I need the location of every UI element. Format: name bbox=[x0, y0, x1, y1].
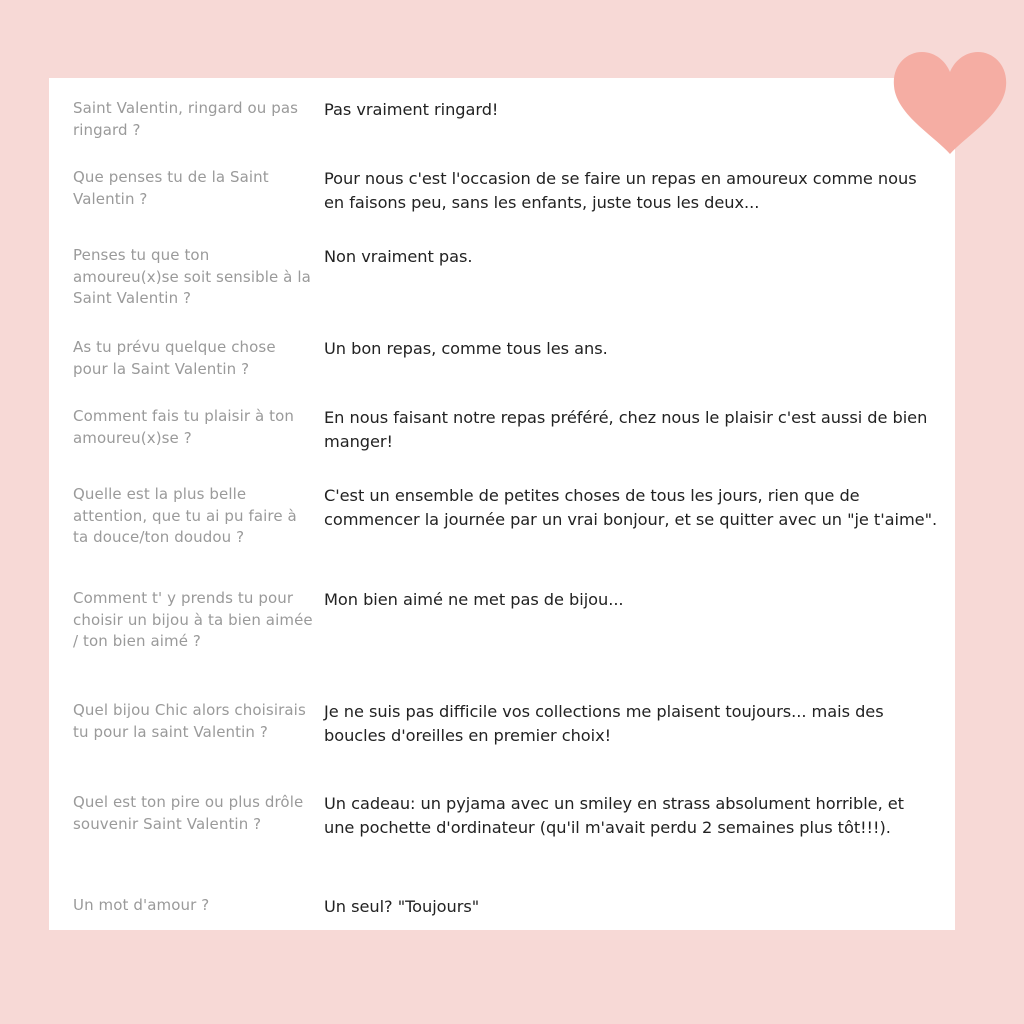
question-text: Quelle est la plus belle attention, que tu ai pu faire à ta douce/ton doudou ? bbox=[73, 485, 297, 546]
answer-text: En nous faisant notre repas préféré, chez nous le plaisir c'est aussi de bien manger! bbox=[324, 408, 928, 451]
question-text: Quel bijou Chic alors choisirais tu pour la saint Valentin ? bbox=[73, 701, 306, 741]
answer-text: Non vraiment pas. bbox=[324, 247, 473, 266]
answer-text: Je ne suis pas difficile vos collections me plaisent toujours... mais des boucles d'oreilles en premier choix! bbox=[324, 702, 884, 745]
heart-icon bbox=[890, 48, 1010, 158]
answer-text: Pour nous c'est l'occasion de se faire un repas en amoureux comme nous en faisons peu, sans les enfants, juste tous les deux... bbox=[324, 169, 917, 212]
question-text: Saint Valentin, ringard ou pas ringard ? bbox=[73, 99, 299, 139]
question-text: As tu prévu quelque chose pour la Saint Valentin ? bbox=[73, 338, 276, 378]
answer-text: Un cadeau: un pyjama avec un smiley en strass absolument horrible, et une pochette d'ordinateur (qu'il m'avait perdu 2 semaines plus tôt!!!). bbox=[324, 794, 904, 837]
answer-text: C'est un ensemble de petites choses de tous les jours, rien que de commencer la journée par un vrai bonjour, et se quitter avec un "je t'aime". bbox=[324, 486, 938, 529]
question-text: Quel est ton pire ou plus drôle souvenir Saint Valentin ? bbox=[73, 793, 304, 833]
question-text: Comment t' y prends tu pour choisir un bijou à ta bien aimée / ton bien aimé ? bbox=[73, 589, 313, 650]
question-text: Que penses tu de la Saint Valentin ? bbox=[73, 168, 269, 208]
answer-text: Un seul? "Toujours" bbox=[324, 897, 480, 916]
question-text: Comment fais tu plaisir à ton amoureu(x)se ? bbox=[73, 407, 295, 447]
question-text: Penses tu que ton amoureu(x)se soit sensible à la Saint Valentin ? bbox=[73, 246, 311, 307]
answer-text: Mon bien aimé ne met pas de bijou... bbox=[324, 590, 624, 609]
heart-shape bbox=[894, 52, 1006, 154]
qa-card bbox=[49, 78, 955, 930]
answer-text: Pas vraiment ringard! bbox=[324, 100, 499, 119]
question-text: Un mot d'amour ? bbox=[73, 896, 210, 914]
answer-text: Un bon repas, comme tous les ans. bbox=[324, 339, 608, 358]
